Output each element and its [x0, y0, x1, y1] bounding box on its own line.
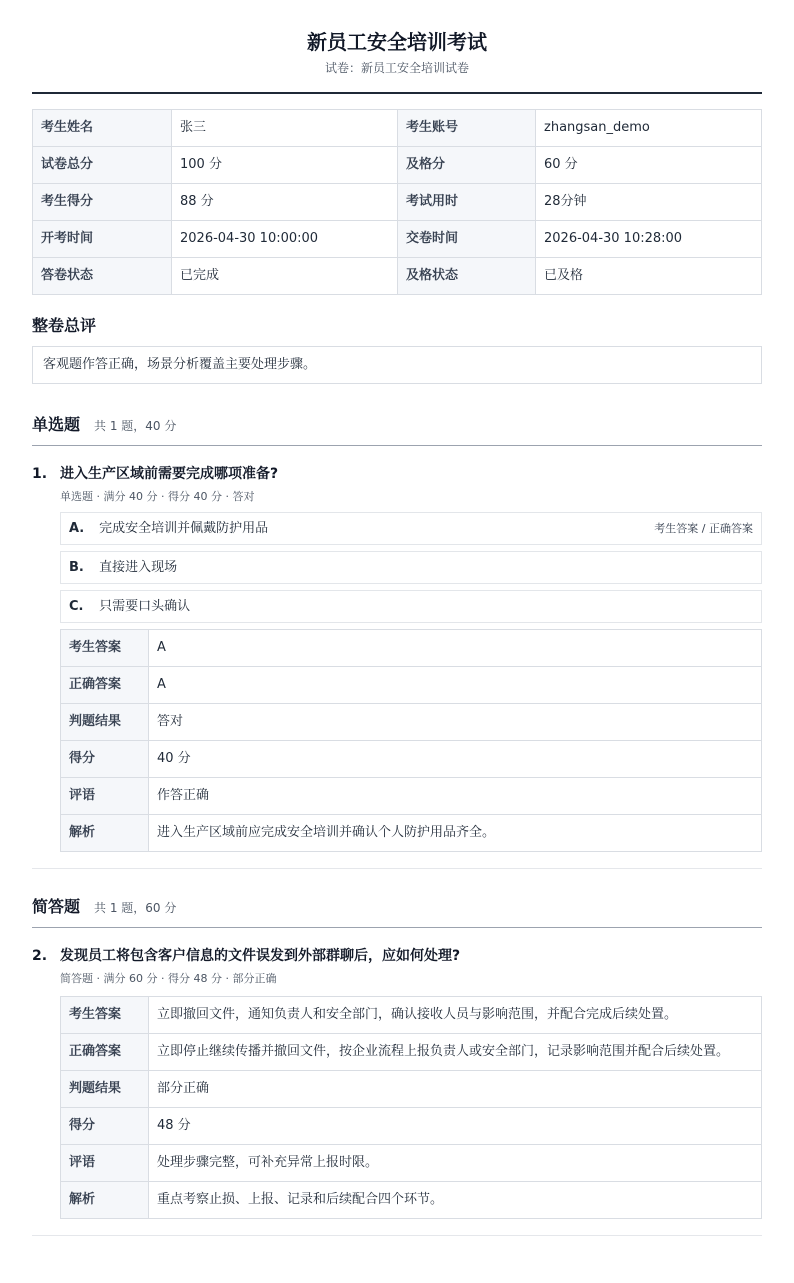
- option-text: 完成安全培训并佩戴防护用品: [99, 521, 269, 536]
- divider: [32, 868, 762, 869]
- info-row: [33, 258, 762, 295]
- section-title: 简答题: [32, 897, 81, 916]
- detail-row: [61, 778, 762, 815]
- detail-label: 正确答案: [61, 1034, 149, 1071]
- answer-tag: 考生答案 / 正确答案: [654, 522, 753, 535]
- option-b: [60, 551, 762, 584]
- detail-value: 答对: [149, 704, 762, 741]
- question-2: [32, 946, 762, 1219]
- detail-row: [61, 815, 762, 852]
- info-label: 交卷时间: [398, 221, 536, 258]
- info-value: 100 分: [172, 147, 398, 184]
- detail-value: 重点考察止损、上报、记录和后续配合四个环节。: [149, 1182, 762, 1219]
- question-text: 发现员工将包含客户信息的文件误发到外部群聊后，应如何处理?: [60, 948, 461, 964]
- detail-label: 解析: [61, 815, 149, 852]
- detail-row: [61, 704, 762, 741]
- page-title: 新员工安全培训考试: [307, 30, 487, 54]
- detail-row: [61, 1182, 762, 1219]
- info-row: [33, 147, 762, 184]
- option-c: [60, 590, 762, 623]
- question-detail-table: [60, 629, 762, 852]
- info-row: [33, 221, 762, 258]
- question-number: 2.: [32, 948, 48, 964]
- exam-info-table: [32, 109, 762, 295]
- detail-label: 评语: [61, 778, 149, 815]
- detail-value: 进入生产区域前应完成安全培训并确认个人防护用品齐全。: [149, 815, 762, 852]
- info-label: 答卷状态: [33, 258, 172, 295]
- question-meta: 单选题 · 满分 40 分 · 得分 40 分 · 答对: [60, 490, 255, 503]
- info-value: 张三: [172, 110, 398, 147]
- option-label: B.: [69, 560, 84, 575]
- detail-label: 解析: [61, 1182, 149, 1219]
- question-detail-table: [60, 996, 762, 1219]
- detail-label: 评语: [61, 1145, 149, 1182]
- info-row: [33, 110, 762, 147]
- detail-value: A: [149, 667, 762, 704]
- detail-value: 立即停止继续传播并撤回文件，按企业流程上报负责人或安全部门，记录影响范围并配合后续处置。: [149, 1034, 762, 1071]
- detail-value: 48 分: [149, 1108, 762, 1145]
- info-label: 试卷总分: [33, 147, 172, 184]
- detail-value: 作答正确: [149, 778, 762, 815]
- detail-value: 处理步骤完整，可补充异常上报时限。: [149, 1145, 762, 1182]
- detail-value: A: [149, 630, 762, 667]
- overall-heading: 整卷总评: [32, 316, 97, 335]
- section-header-single-choice: [32, 412, 762, 446]
- divider: [32, 1235, 762, 1236]
- section-count: 共 1 题，60 分: [94, 901, 177, 915]
- option-label: C.: [69, 599, 84, 614]
- info-row: [33, 184, 762, 221]
- question-meta: 简答题 · 满分 60 分 · 得分 48 分 · 部分正确: [60, 972, 277, 985]
- info-value: zhangsan_demo: [536, 110, 762, 147]
- detail-label: 考生答案: [61, 630, 149, 667]
- option-text: 只需要口头确认: [99, 599, 191, 614]
- question-text: 进入生产区域前需要完成哪项准备?: [60, 466, 279, 482]
- detail-row: [61, 630, 762, 667]
- info-label: 考生姓名: [33, 110, 172, 147]
- detail-label: 判题结果: [61, 1071, 149, 1108]
- option-label: A.: [69, 521, 85, 536]
- info-label: 考生账号: [398, 110, 536, 147]
- detail-label: 判题结果: [61, 704, 149, 741]
- detail-row: [61, 1108, 762, 1145]
- detail-value: 立即撤回文件，通知负责人和安全部门，确认接收人员与影响范围，并配合完成后续处置。: [149, 997, 762, 1034]
- info-value: 已及格: [536, 258, 762, 295]
- info-value: 已完成: [172, 258, 398, 295]
- option-text: 直接进入现场: [99, 560, 178, 575]
- info-label: 考生得分: [33, 184, 172, 221]
- detail-value: 部分正确: [149, 1071, 762, 1108]
- info-value: 2026-04-30 10:00:00: [172, 221, 398, 258]
- detail-label: 考生答案: [61, 997, 149, 1034]
- option-a: [60, 512, 762, 545]
- info-label: 及格状态: [398, 258, 536, 295]
- detail-row: [61, 667, 762, 704]
- options-list: [60, 512, 762, 623]
- info-label: 考试用时: [398, 184, 536, 221]
- detail-row: [61, 997, 762, 1034]
- question-title: [32, 464, 762, 484]
- section-title: 单选题: [32, 415, 81, 434]
- info-value: 88 分: [172, 184, 398, 221]
- info-value: 2026-04-30 10:28:00: [536, 221, 762, 258]
- detail-row: [61, 741, 762, 778]
- question-number: 1.: [32, 466, 48, 482]
- detail-row: [61, 1145, 762, 1182]
- overall-comment: 客观题作答正确，场景分析覆盖主要处理步骤。: [32, 346, 762, 384]
- page-header: [32, 0, 762, 94]
- question-title: [32, 946, 762, 966]
- detail-label: 得分: [61, 1108, 149, 1145]
- question-1: [32, 464, 762, 852]
- detail-label: 得分: [61, 741, 149, 778]
- detail-value: 40 分: [149, 741, 762, 778]
- info-label: 开考时间: [33, 221, 172, 258]
- section-header-short-answer: [32, 894, 762, 928]
- detail-row: [61, 1071, 762, 1108]
- info-label: 及格分: [398, 147, 536, 184]
- detail-label: 正确答案: [61, 667, 149, 704]
- page-subtitle: 试卷：新员工安全培训试卷: [324, 61, 469, 75]
- section-count: 共 1 题，40 分: [94, 419, 177, 433]
- detail-row: [61, 1034, 762, 1071]
- info-value: 60 分: [536, 147, 762, 184]
- info-value: 28分钟: [536, 184, 762, 221]
